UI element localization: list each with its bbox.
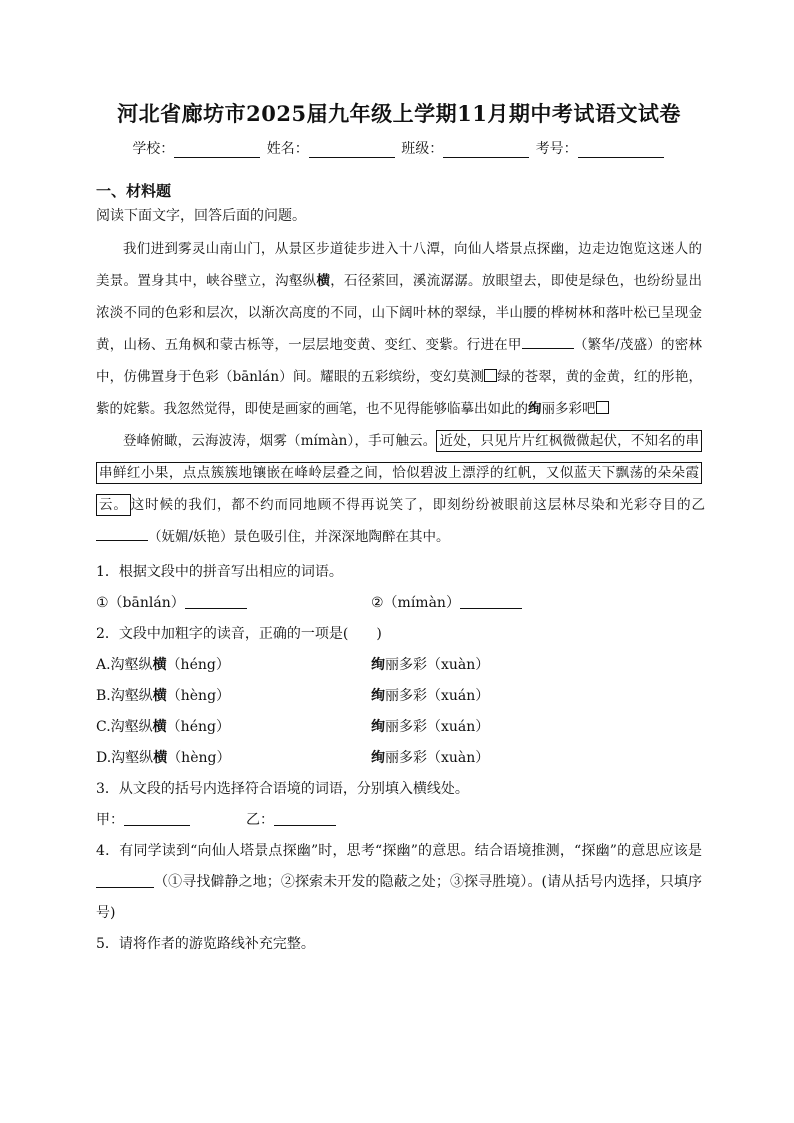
missing-char-box xyxy=(596,401,609,414)
q4-text-a: 4．有同学读到“向仙人塔景点探幽”时，思考“探幽”的意思。结合语境推测，“探幽”的意思应该是 xyxy=(96,843,702,859)
option-bold: 绚 xyxy=(371,719,385,735)
option-pinyin: 丽多彩（xuàn） xyxy=(385,657,490,673)
option-bold: 绚 xyxy=(371,688,385,704)
q1-blank-a[interactable] xyxy=(185,594,247,609)
option-bold: 横 xyxy=(152,719,167,735)
q4-text-b: （①寻找僻静之地；②探索未开发的隐蔽之处；③探寻胜境）。(请从括号内选择，只填序号) xyxy=(96,874,702,921)
q3-blank-yi[interactable] xyxy=(274,811,336,826)
question-3: 3．从文段的括号内选择符合语境的词语，分别填入横线处。 xyxy=(96,781,469,797)
page-title: 河北省廊坊市2025届九年级上学期11月期中考试语文试卷 xyxy=(117,101,681,126)
p1-text-a: 我们进到雾灵山南山门，从景区步道徒步进入十八潭，向仙人塔景点探幽，边走边饱览这迷人的美景。置身其中，峡谷壁立，沟壑纵 xyxy=(96,241,702,289)
question-1-answers xyxy=(96,588,702,619)
p1-text-d: （繁华/茂盛）的密林中，仿佛置身于色彩（bānlán）间。耀眼的五彩缤纷，变幻莫测 xyxy=(96,337,702,385)
q1-blank-b[interactable] xyxy=(460,594,522,609)
q3-label-yi: 乙： xyxy=(246,812,274,828)
p1-text-g: 丽多彩吧 xyxy=(541,401,596,417)
option-pinyin: （héng） xyxy=(166,657,230,673)
school-blank[interactable] xyxy=(174,143,260,158)
question-1: 1．根据文段中的拼音写出相应的词语。 xyxy=(96,564,343,580)
option-label: D.沟壑纵 xyxy=(96,750,154,766)
q2-option-c[interactable] xyxy=(96,712,702,743)
boxed-sentence: 近处，只见片片红枫微微起伏，不知名的串串鲜红小果，点点簇簇地镶嵌在峰岭层叠之间，恰似碧波上漂浮的红帆，又似蓝天下飘荡的朵朵霞云。 xyxy=(96,430,702,516)
option-bold: 绚 xyxy=(371,750,385,766)
option-label: A.沟壑纵 xyxy=(96,657,153,673)
option-pinyin: （héng） xyxy=(166,719,230,735)
q1-item-b: ②（mímàn） xyxy=(371,595,460,611)
q2-option-b[interactable] xyxy=(96,681,702,712)
name-label: 姓名： xyxy=(266,141,309,157)
option-pinyin: （hèng） xyxy=(167,750,231,766)
question-2: 2．文段中加粗字的读音，正确的一项是( ) xyxy=(96,626,382,642)
option-bold: 横 xyxy=(153,750,168,766)
question-4 xyxy=(96,836,702,929)
option-pinyin: （hèng） xyxy=(166,688,231,704)
option-bold: 横 xyxy=(152,688,167,704)
blank-jia[interactable] xyxy=(522,334,574,349)
p1-text-c: ，石径萦回，溪流潺潺。放眼望去，即使是绿色，也纷纷显出浓淡不同的色彩和层次，以渐次高度的不同，山下阔叶林的翠绿，半山腰的桦树林和落叶松已呈现金黄，山杨、五角枫和蒙古栎等，一层层地变黄、变红、变紫。行进在甲 xyxy=(96,273,703,353)
passage-paragraph-1 xyxy=(96,233,702,425)
p2-text-c: （妩媚/妖艳）景色吸引住，并深深地陶醉在其中。 xyxy=(148,529,450,545)
blank-yi[interactable] xyxy=(96,526,148,541)
q3-label-jia: 甲： xyxy=(96,812,124,828)
option-pinyin: 丽多彩（xuàn） xyxy=(385,750,490,766)
option-label: B.沟壑纵 xyxy=(96,688,153,704)
q3-blank-jia[interactable] xyxy=(124,811,190,826)
p1-bold-heng: 横 xyxy=(316,273,331,289)
option-pinyin: 丽多彩（xuán） xyxy=(385,688,490,704)
q4-blank[interactable] xyxy=(96,873,154,888)
option-label: C.沟壑纵 xyxy=(96,719,153,735)
p2-text-a: 登峰俯瞰，云海波涛，烟雾（mímàn），手可触云。 xyxy=(123,433,437,449)
option-pinyin: 丽多彩（xuán） xyxy=(385,719,490,735)
name-blank[interactable] xyxy=(309,143,395,158)
p1-bold-xuan: 绚 xyxy=(528,401,542,417)
question-3-answers xyxy=(96,805,702,836)
q1-item-a: ①（bānlán） xyxy=(96,595,185,611)
p2-text-b: 这时候的我们，都不约而同地顾不得再说笑了，即刻纷纷被眼前这层林尽染和光彩夺目的乙 xyxy=(130,497,706,513)
student-info-line xyxy=(96,138,702,158)
number-blank[interactable] xyxy=(578,143,664,158)
option-bold: 绚 xyxy=(371,657,385,673)
q2-option-a[interactable] xyxy=(96,650,702,681)
section-heading: 一、材料题 xyxy=(96,182,172,200)
question-5: 5．请将作者的游览路线补充完整。 xyxy=(96,936,315,952)
p1-text-e: 绿的苍翠，黄的金黄，红的彤艳，紫的姹紫。我忽然觉得，即使是画家的画笔，也不见得能够临摹出如此的 xyxy=(96,369,703,417)
q2-option-d[interactable] xyxy=(96,743,702,774)
number-label: 考号： xyxy=(535,141,578,157)
class-label: 班级： xyxy=(401,141,444,157)
instruction: 阅读下面文字，回答后面的问题。 xyxy=(96,208,306,224)
exam-page xyxy=(96,98,706,960)
school-label: 学校： xyxy=(132,141,175,157)
option-bold: 横 xyxy=(152,657,167,673)
missing-char-box xyxy=(484,369,497,382)
passage-paragraph-2 xyxy=(96,425,706,553)
class-blank[interactable] xyxy=(443,143,529,158)
